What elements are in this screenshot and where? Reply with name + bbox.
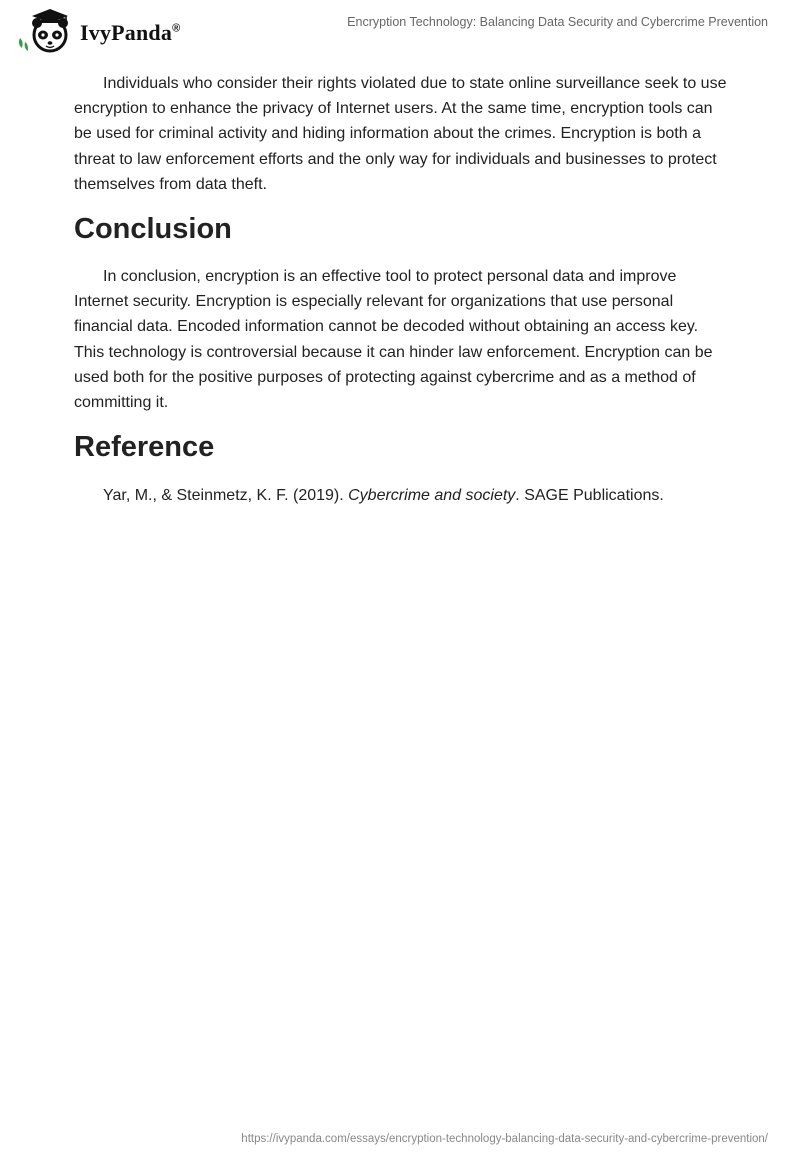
conclusion-paragraph: In conclusion, encryption is an effective tool to protect personal data and improve Internet security. Encryption is especially relevant for organizations that use personal financial data. Encoded information cannot be decoded without obtaining an access key. This technology is controversial because it can hinder law enforcement. Encryption can be used both for the positive purposes of protecting against cybercrime and as a method of committing it. <box>74 268 713 412</box>
running-title: Encryption Technology: Balancing Data Security and Cybercrime Prevention <box>347 15 768 29</box>
logo-text: IvyPanda® <box>80 20 181 45</box>
brand-logo[interactable] <box>16 8 180 56</box>
reference-heading: Reference <box>74 431 215 464</box>
reference-entry <box>74 483 728 508</box>
reference-authors: Yar, M., & Steinmetz, K. F. (2019). <box>103 487 349 505</box>
panda-logo-icon <box>16 8 74 56</box>
conclusion-heading: Conclusion <box>74 213 232 246</box>
footer-url-link[interactable]: https://ivypanda.com/essays/encryption-technology-balancing-data-security-and-cybercrime-prevention/ <box>241 1133 768 1145</box>
intro-paragraph: Individuals who consider their rights violated due to state online surveillance seek to use encryption to enhance the privacy of Internet users. At the same time, encryption tools can be used for criminal activity and hiding information about the crimes. Encryption is both a threat to law enforcement efforts and the only way for individuals and businesses to protect themselves from data theft. <box>74 75 727 193</box>
essay-content <box>74 71 728 508</box>
reference-publisher: . SAGE Publications. <box>515 487 664 505</box>
reference-title: Cybercrime and society <box>348 487 516 505</box>
